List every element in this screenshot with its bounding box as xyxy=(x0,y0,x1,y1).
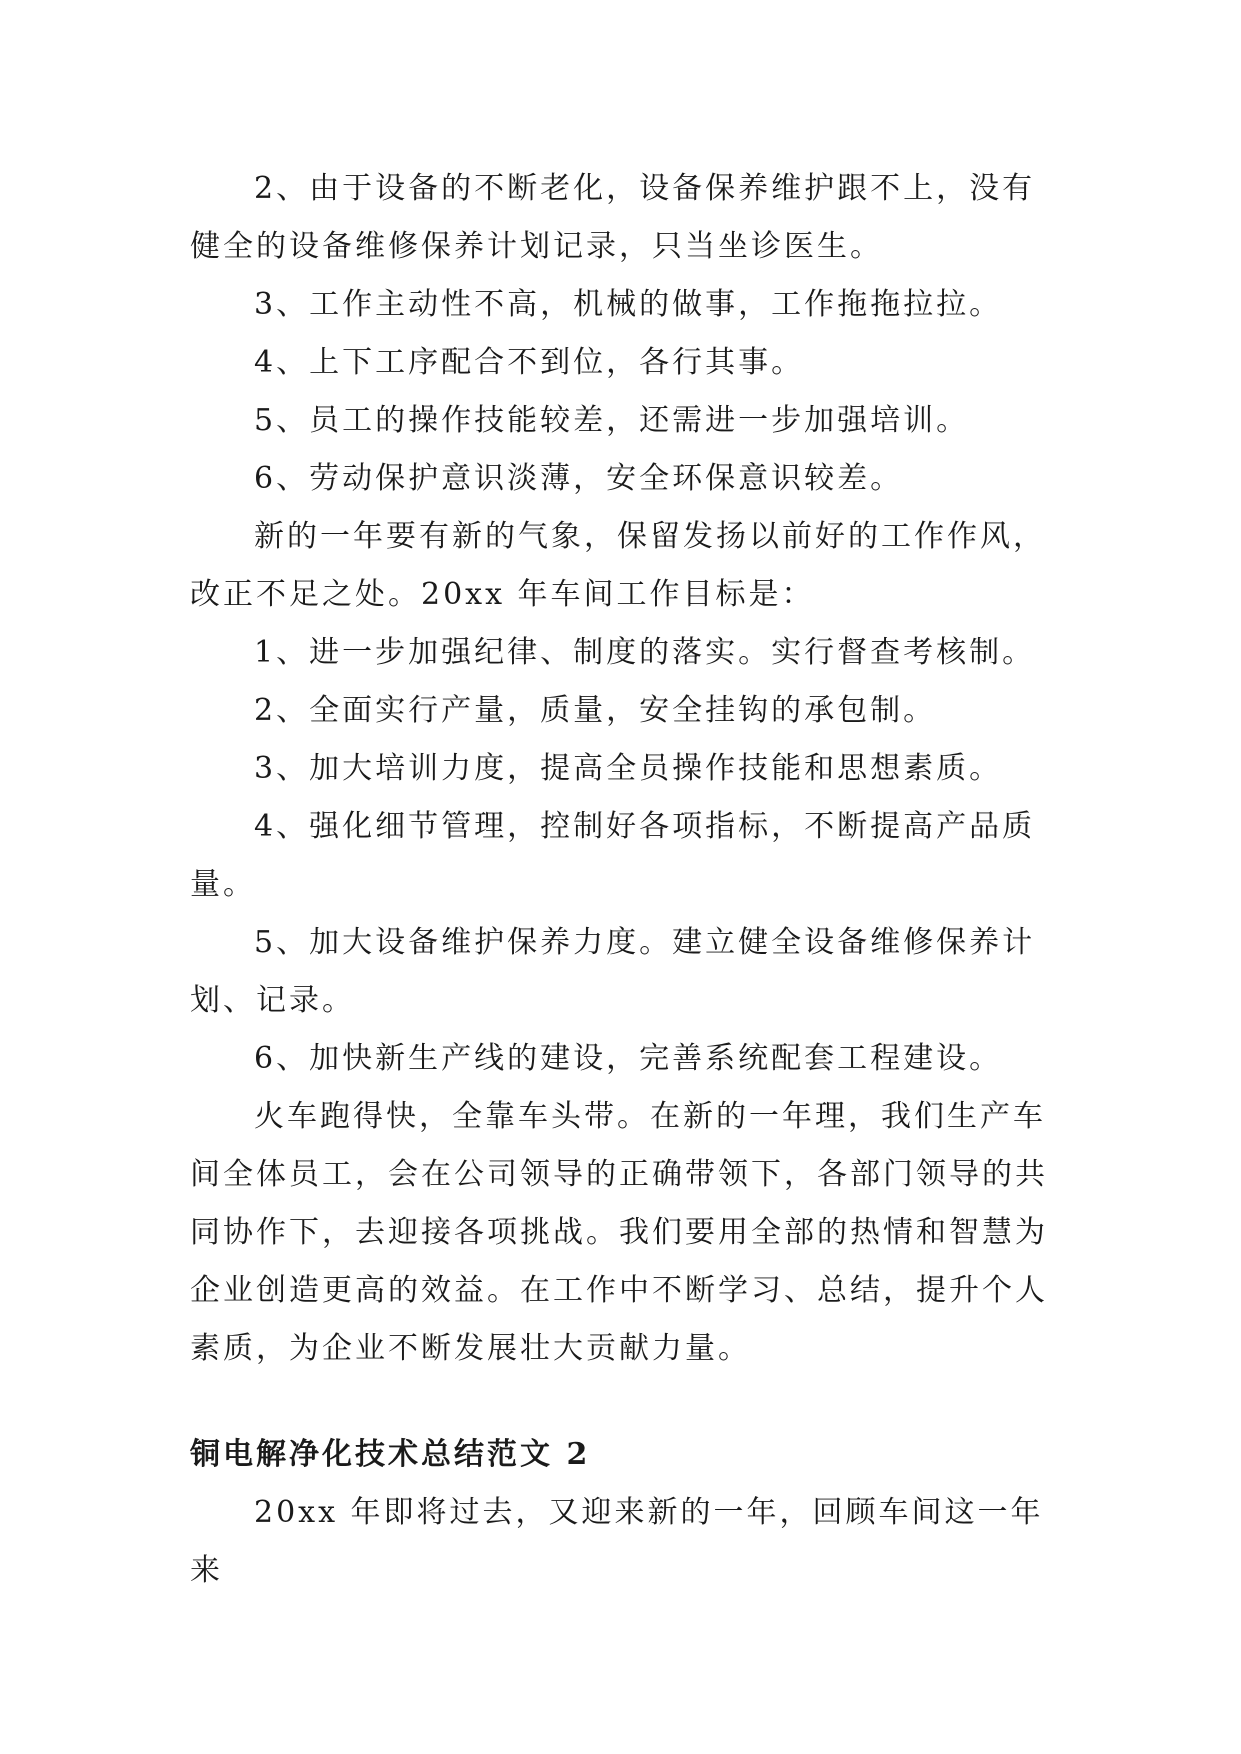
paragraph-problem-6: 6、劳动保护意识淡薄，安全环保意识较差。 xyxy=(254,461,904,496)
paragraph-goal-3: 3、加大培训力度，提高全员操作技能和思想素质。 xyxy=(254,751,1003,786)
section-heading: 铜电解净化技术总结范文 2 xyxy=(190,1437,591,1472)
paragraph-problem-2: 2、由于设备的不断老化，设备保养维护跟不上，没有健全的设备维修保养计划记录，只当坐诊医生。 xyxy=(190,171,1036,264)
paragraph-goal-5: 5、加大设备维护保养力度。建立健全设备维修保养计划、记录。 xyxy=(190,925,1036,1018)
paragraph-problem-5: 5、员工的操作技能较差，还需进一步加强培训。 xyxy=(254,403,970,438)
paragraph-goal-2: 2、全面实行产量，质量，安全挂钩的承包制。 xyxy=(254,693,937,728)
paragraph-goal-4: 4、强化细节管理，控制好各项指标，不断提高产品质量。 xyxy=(190,809,1036,902)
paragraph-conclusion: 火车跑得快，全靠车头带。在新的一年理，我们生产车间全体员工，会在公司领导的正确带领下，各部门领导的共同协作下，去迎接各项挑战。我们要用全部的热情和智慧为企业创造更高的效益。在工作中不断学习、总结，提升个人素质，为企业不断发展壮大贡献力量。 xyxy=(190,1099,1048,1366)
paragraph-problem-4: 4、上下工序配合不到位，各行其事。 xyxy=(254,345,805,380)
paragraph-goal-6: 6、加快新生产线的建设，完善系统配套工程建设。 xyxy=(254,1041,1003,1076)
document-page xyxy=(190,160,1050,1600)
paragraph-problem-3: 3、工作主动性不高，机械的做事，工作拖拖拉拉。 xyxy=(254,287,1003,322)
paragraph-goals-intro: 新的一年要有新的气象，保留发扬以前好的工作作风，改正不足之处。20xx 年车间工作目标是： xyxy=(190,519,1046,612)
paragraph-section2-intro: 20xx 年即将过去，又迎来新的一年，回顾车间这一年来 xyxy=(190,1495,1044,1588)
paragraph-goal-1: 1、进一步加强纪律、制度的落实。实行督查考核制。 xyxy=(254,635,1036,670)
